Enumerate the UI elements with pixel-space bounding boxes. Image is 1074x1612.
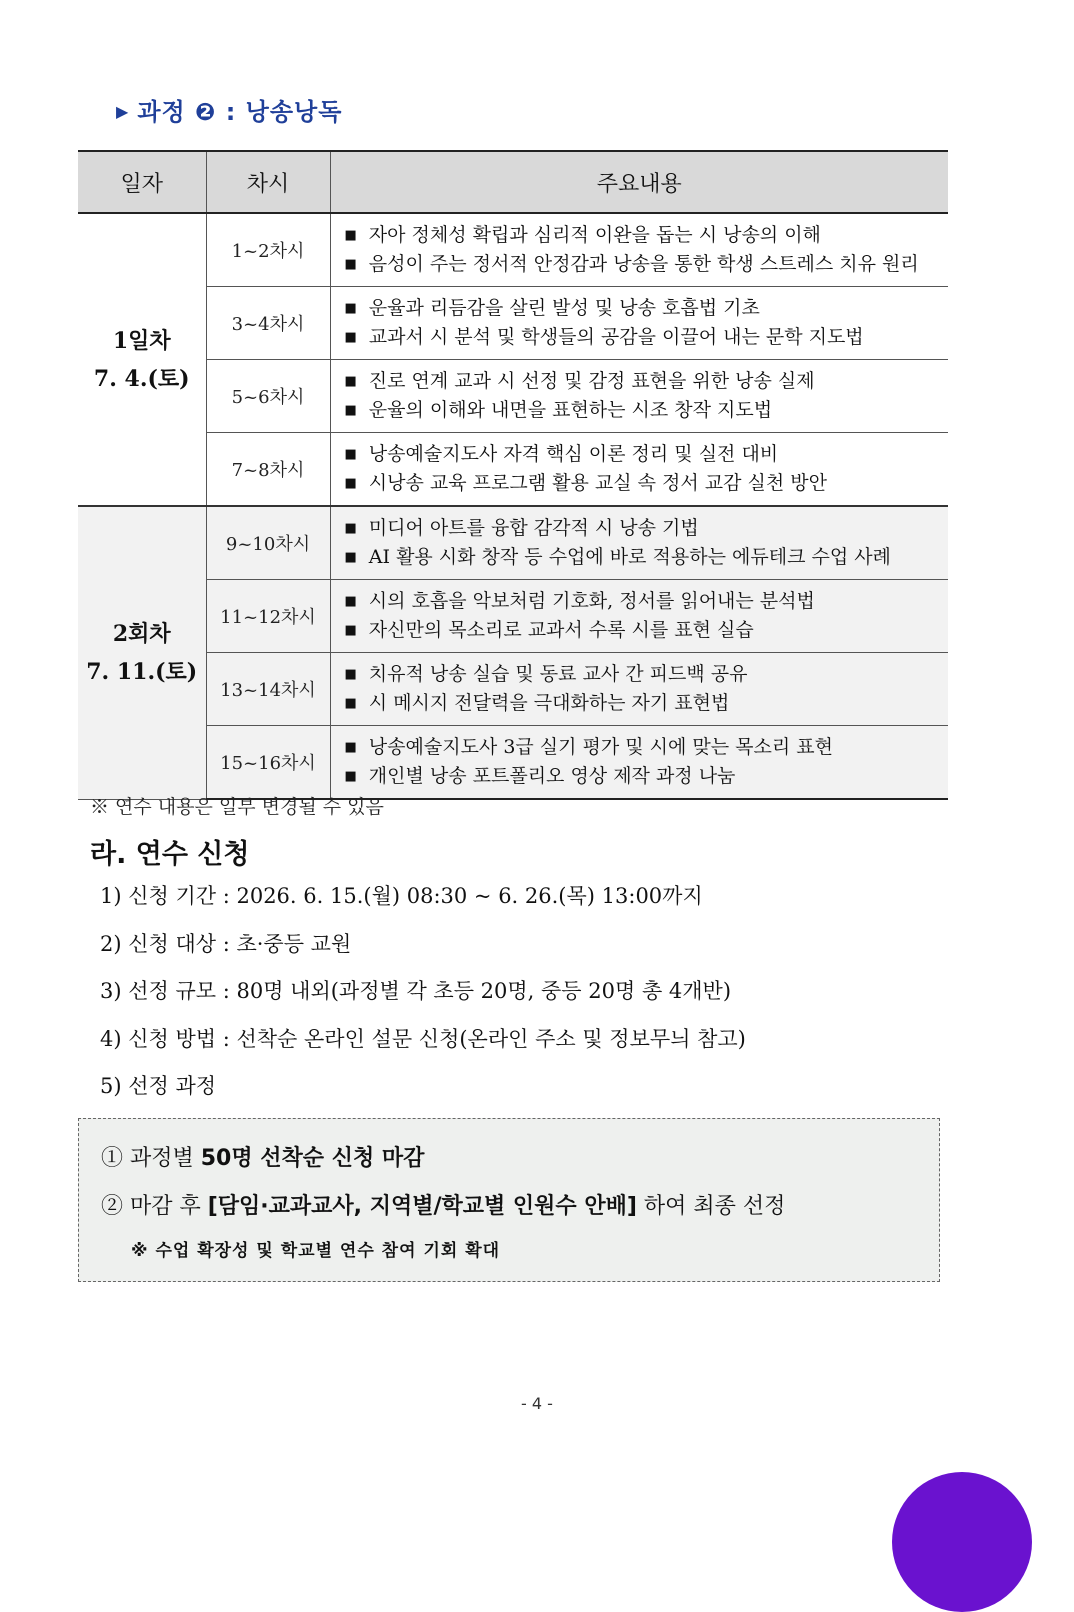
content-item: ■ 시의 호흡을 악보처럼 기호화, 정서를 읽어내는 분석법 [345,587,949,616]
selection-process-box [78,1118,940,1282]
content-item: ■ 미디어 아트를 융합 감각적 시 낭송 기법 [345,514,949,543]
content-item: ■ 치유적 낭송 실습 및 동료 교사 간 피드백 공유 [345,660,949,689]
list-item: 1) 신청 기간 : 2026. 6. 15.(월) 08:30 ~ 6. 26.(목) 13:00까지 [100,884,703,908]
content-item: ■ 시낭송 교육 프로그램 활용 교실 속 정서 교감 실천 방안 [345,469,949,498]
course-title-text: 과정 ❷ : 낭송낭독 [137,98,343,126]
course-title [116,92,342,127]
selection-step-1 [101,1141,424,1172]
content-item: ■ 교과서 시 분석 및 학생들의 공감을 이끌어 내는 문학 지도법 [345,323,949,352]
content-item: ■ 운율과 리듬감을 살린 발성 및 낭송 호흡법 기초 [345,294,949,323]
selection-step-1-prefix: ① 과정별 [101,1146,201,1171]
day-label: 1일차 [112,327,171,354]
session-cell: 3~4차시 [206,287,330,360]
day-cell [78,506,206,799]
table-header-row [78,151,948,213]
day-cell [78,213,206,506]
section-heading: 라. 연수 신청 [90,839,250,870]
table-row [78,213,948,287]
corner-decoration [892,1472,1032,1612]
list-item: 3) 선정 규모 : 80명 내외(과정별 각 초등 20명, 중등 20명 총 4개반) [100,979,732,1003]
schedule-table [78,150,948,800]
content-cell [330,360,948,433]
list-item: 4) 신청 방법 : 선착순 온라인 설문 신청(온라인 주소 및 정보무늬 참고) [100,1026,746,1051]
table-row [78,287,948,360]
content-cell [330,580,948,653]
day-date: 7. 4.(토) [93,365,190,392]
content-item: ■ 시 메시지 전달력을 극대화하는 자기 표현법 [345,689,949,718]
session-cell: 11~12차시 [206,580,330,653]
content-cell [330,653,948,726]
list-item: 5) 선정 과정 [100,1074,217,1098]
application-list [100,876,746,1114]
table-row [78,506,948,580]
selection-note: ※ 수업 확장성 및 학교별 연수 참여 기회 확대 [131,1241,501,1261]
change-notice: ※ 연수 내용은 일부 변경될 수 있음 [90,796,384,818]
selection-step-1-emphasis: 50명 선착순 신청 마감 [200,1146,425,1171]
day-label: 2회차 [112,620,171,647]
session-cell: 5~6차시 [206,360,330,433]
header-date: 일자 [78,151,206,213]
table-row [78,433,948,507]
session-cell: 7~8차시 [206,433,330,507]
list-item: 2) 신청 대상 : 초·중등 교원 [100,931,352,956]
content-cell [330,506,948,580]
selection-step-2 [101,1189,785,1220]
content-item: ■ 낭송예술지도사 자격 핵심 이론 정리 및 실전 대비 [345,440,949,469]
content-cell [330,433,948,507]
content-item: ■ 낭송예술지도사 3급 실기 평가 및 시에 맞는 목소리 표현 [345,733,949,762]
table-row [78,580,948,653]
content-cell [330,213,948,287]
selection-step-2-prefix: ② 마감 후 [101,1194,208,1219]
content-item: ■ 자신만의 목소리로 교과서 수록 시를 표현 실습 [345,616,949,645]
session-cell: 9~10차시 [206,506,330,580]
content-item: ■ 진로 연계 교과 시 선정 및 감정 표현을 위한 낭송 실제 [345,367,949,396]
table-row [78,653,948,726]
header-session: 차시 [206,151,330,213]
triangle-marker-icon: ▶ [116,102,130,121]
content-cell [330,726,948,800]
table-row [78,726,948,800]
session-cell: 15~16차시 [206,726,330,800]
table-row [78,360,948,433]
content-item: ■ 개인별 낭송 포트폴리오 영상 제작 과정 나눔 [345,762,949,791]
selection-step-2-suffix: 하여 최종 선정 [636,1194,786,1219]
page-number: - 4 - [521,1394,553,1413]
session-cell: 1~2차시 [206,213,330,287]
selection-step-2-emphasis: [담임·교과교사, 지역별/학교별 인원수 안배] [207,1194,637,1219]
day-date: 7. 11.(토) [86,658,198,685]
header-content: 주요내용 [330,151,948,213]
content-item: ■ 자아 정체성 확립과 심리적 이완을 돕는 시 낭송의 이해 [345,221,949,250]
content-cell [330,287,948,360]
content-item: ■ 음성이 주는 정서적 안정감과 낭송을 통한 학생 스트레스 치유 원리 [345,250,949,279]
session-cell: 13~14차시 [206,653,330,726]
content-item: ■ AI 활용 시화 창작 등 수업에 바로 적용하는 에듀테크 수업 사례 [345,543,949,572]
content-item: ■ 운율의 이해와 내면을 표현하는 시조 창작 지도법 [345,396,949,425]
